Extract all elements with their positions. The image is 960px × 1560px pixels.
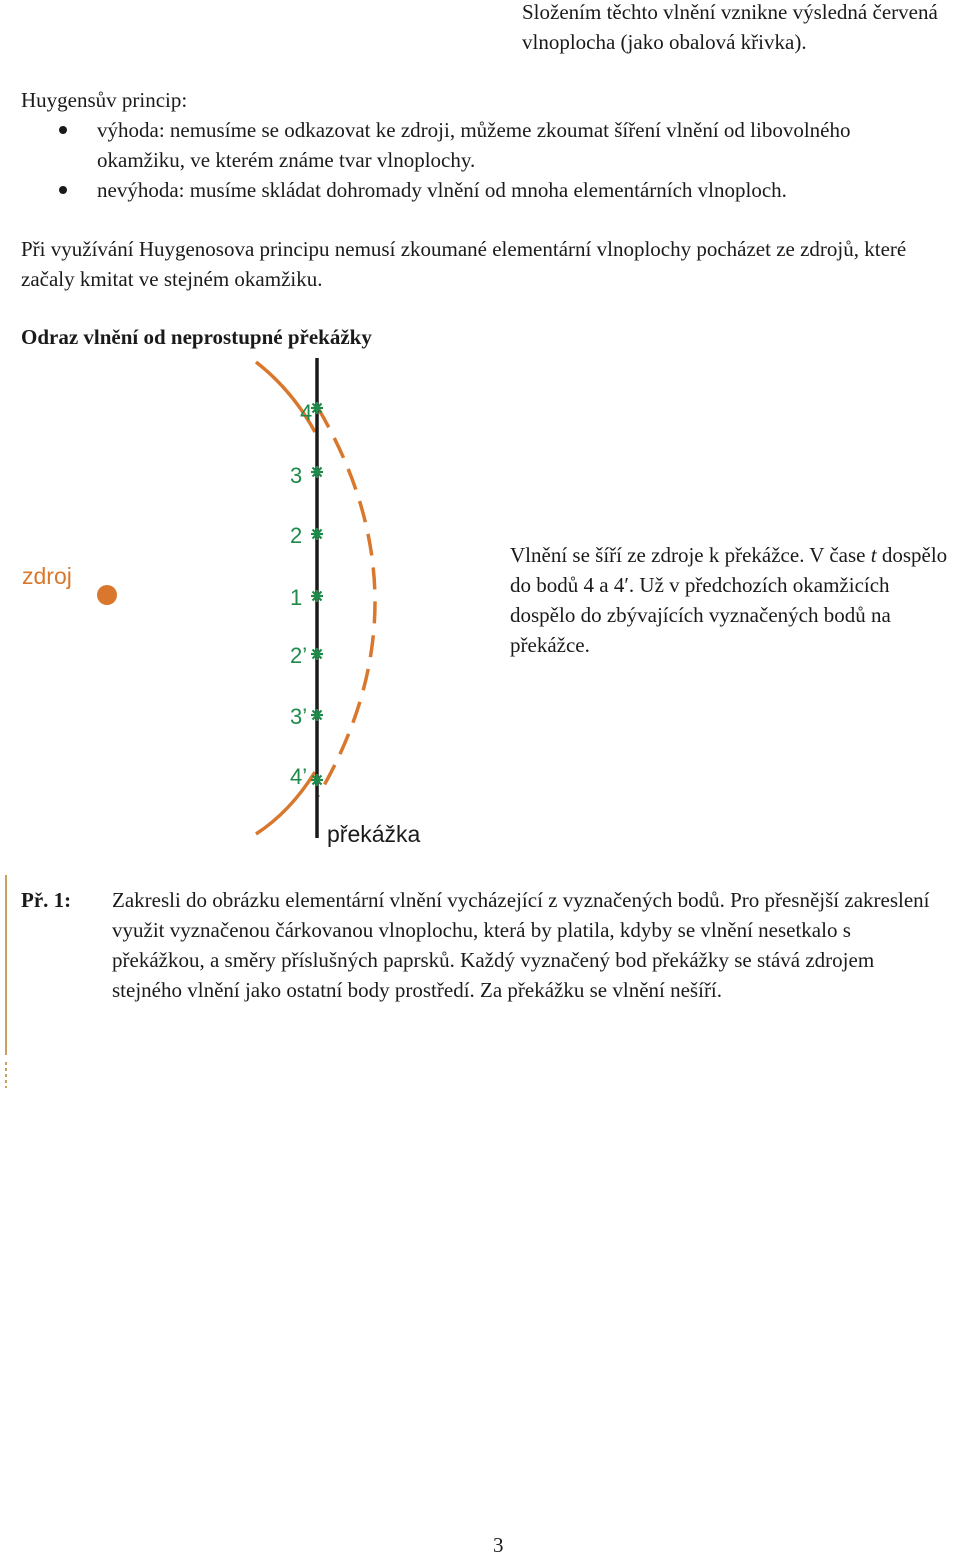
section-heading: Odraz vlnění od neprostupné překážky — [21, 325, 372, 349]
point-label-4: 4 — [300, 400, 313, 425]
reflection-figure — [0, 350, 480, 860]
point-label-2-prime: 2’ — [290, 643, 308, 668]
dashed-virtual-wavefront — [318, 408, 375, 796]
point-label-4-prime: 4’ — [290, 764, 308, 789]
margin-rule — [5, 875, 7, 1055]
huygens-heading: Huygensův princip: — [21, 88, 188, 112]
figure-caption — [510, 540, 950, 660]
bullet-advantage — [21, 115, 921, 175]
point-label-1: 1 — [290, 585, 303, 610]
caption-part-2: dospělo do bodů 4 a 4′. Už v předchozích okamžicích dospělo do zbývajících vyznačených bodů na překážce. — [510, 543, 948, 657]
point-label-2: 2 — [290, 523, 303, 548]
bullet-disadvantage — [21, 175, 921, 205]
source-label: zdroj — [22, 563, 72, 589]
bullet-icon — [59, 186, 67, 194]
caption-time-symbol: t — [870, 543, 877, 567]
example-text: Zakresli do obrázku elementární vlnění vycházející z vyznačených bodů. Pro přesnější zakreslení využit vyznačenou čárkovanou vlnoplochu, která by platila, kdyby se vlnění nesetkalo s překážkou, a směry příslušných paprsků. Každý vyznačený bod překážky se stává zdrojem stejného vlnění jako ostatní body prostředí. Za překážku se vlnění nešíří. — [112, 888, 930, 1002]
point-label-3-prime: 3’ — [290, 704, 308, 729]
point-marker-2 — [311, 528, 323, 540]
point-marker-4 — [311, 402, 323, 414]
bullet-disadvantage-text: nevýhoda: musíme skládat dohromady vlnění od mnoha elementárních vlnoploch. — [97, 178, 787, 202]
point-marker-2-prime — [311, 648, 323, 660]
point-label-3: 3 — [290, 463, 303, 488]
huygens-bullet-list — [21, 115, 921, 205]
bullet-advantage-text: výhoda: nemusíme se odkazovat ke zdroji, můžeme zkoumat šíření vlnění od libovolného okamžiku, ve kterém známe tvar vlnoplochy. — [97, 118, 851, 172]
margin-rule-dotted — [5, 1062, 7, 1088]
huygens-note-paragraph: Při využívání Huygenosova principu nemusí zkoumané elementární vlnoplochy pocházet ze zdrojů, které začaly kmitat ve stejném okamžiku. — [21, 237, 907, 291]
bullet-icon — [59, 126, 67, 134]
example-label: Př. 1: — [21, 888, 72, 912]
point-marker-4-prime — [311, 774, 323, 786]
point-marker-3-prime — [311, 709, 323, 721]
point-marker-1 — [311, 590, 323, 602]
source-point — [97, 585, 117, 605]
caption-part-1: Vlnění se šíří ze zdroje k překážce. V čase — [510, 543, 871, 567]
page-number: 3 — [493, 1533, 504, 1557]
obstacle-label: překážka — [327, 821, 421, 847]
intro-continuation-text: Složením těchto vlnění vznikne výsledná červená vlnoplocha (jako obalová křivka). — [522, 0, 938, 54]
point-marker-3 — [311, 466, 323, 478]
